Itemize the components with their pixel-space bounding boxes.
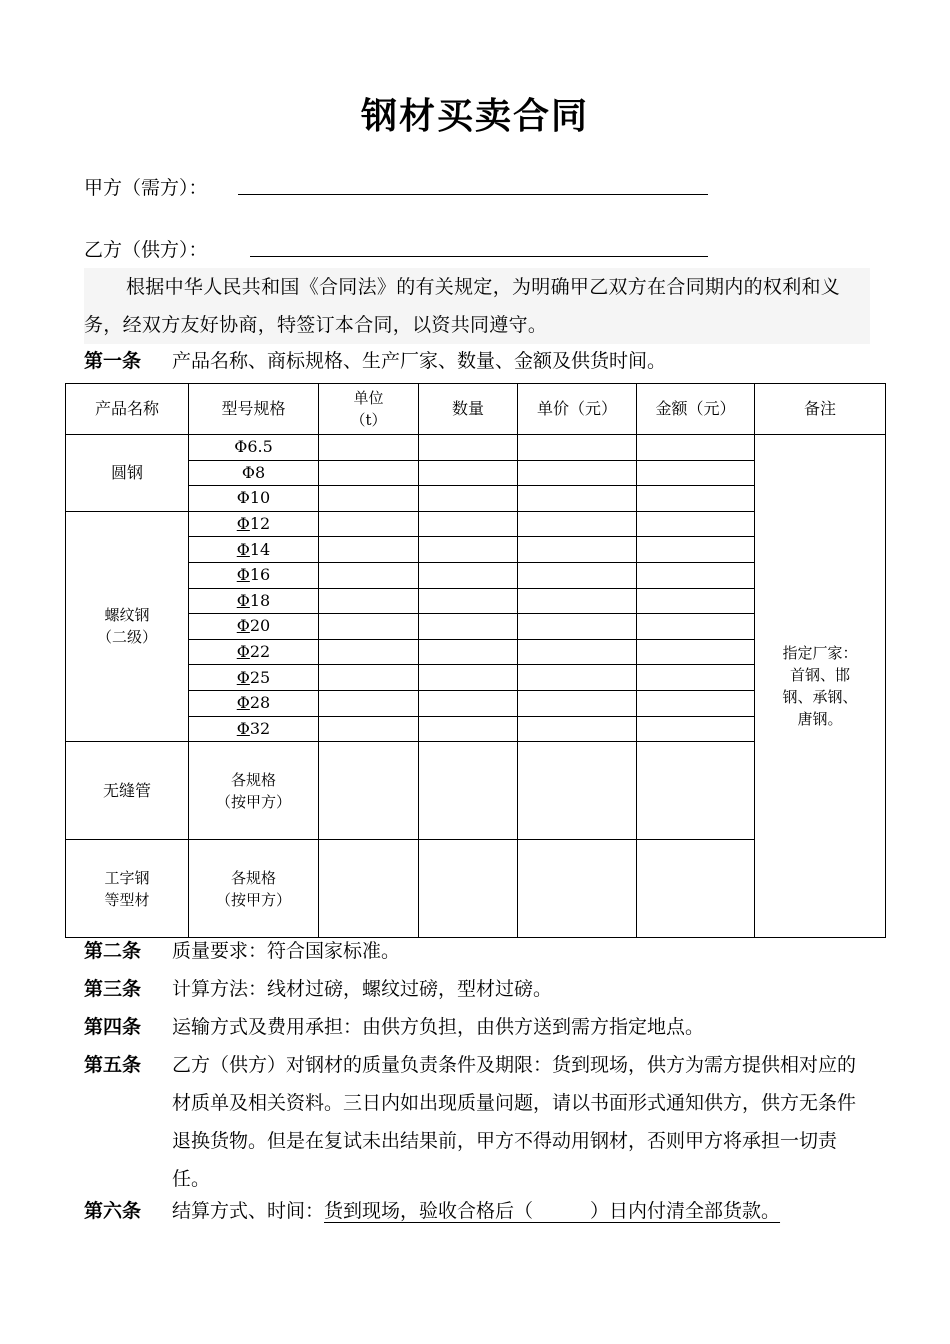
price-cell[interactable] xyxy=(518,562,637,588)
clause-2-label: 第二条 xyxy=(84,940,142,962)
clause-2 xyxy=(84,932,874,970)
price-cell[interactable] xyxy=(518,435,637,461)
qty-cell[interactable] xyxy=(419,716,518,742)
amount-cell[interactable] xyxy=(637,840,755,938)
header-quantity: 数量 xyxy=(419,384,518,435)
spec-number: 28 xyxy=(249,693,271,713)
header-unit-sub: （t） xyxy=(350,411,387,429)
clause-3 xyxy=(84,970,874,1008)
unit-cell[interactable] xyxy=(319,614,419,640)
ibeam-name: 工字钢 xyxy=(104,868,150,887)
qty-cell[interactable] xyxy=(419,511,518,537)
qty-cell[interactable] xyxy=(419,537,518,563)
header-unit-price: 单价（元） xyxy=(518,384,637,435)
header-note: 备注 xyxy=(755,384,886,435)
clause-4-text: 运输方式及费用承担：由供方负担，由供方送到需方指定地点。 xyxy=(172,1016,705,1038)
table-row xyxy=(66,435,886,461)
amount-cell[interactable] xyxy=(637,537,755,563)
header-unit-label: 单位 xyxy=(353,389,384,407)
unit-cell[interactable] xyxy=(319,716,419,742)
party-b-label: 乙方（供方）： xyxy=(84,239,208,261)
price-cell[interactable] xyxy=(518,742,637,840)
note-line: 指定厂家： xyxy=(782,644,858,663)
amount-cell[interactable] xyxy=(637,742,755,840)
product-table xyxy=(65,383,886,938)
intro-paragraph: 根据中华人民共和国《合同法》的有关规定，为明确甲乙双方在合同期内的权利和义务，经双方友好协商，特签订本合同，以资共同遵守。 xyxy=(84,268,870,344)
qty-cell[interactable] xyxy=(419,486,518,512)
qty-cell[interactable] xyxy=(419,460,518,486)
clause-4-label: 第四条 xyxy=(84,1016,142,1038)
qty-cell[interactable] xyxy=(419,614,518,640)
header-product-name: 产品名称 xyxy=(66,384,189,435)
qty-cell[interactable] xyxy=(419,742,518,840)
clause-3-text: 计算方法：线材过磅，螺纹过磅，型材过磅。 xyxy=(172,978,553,1000)
spec-cell: Φ8 xyxy=(189,460,319,486)
price-cell[interactable] xyxy=(518,665,637,691)
clause-5 xyxy=(84,1046,874,1198)
spec-cell xyxy=(189,562,319,588)
unit-cell[interactable] xyxy=(319,690,419,716)
unit-cell[interactable] xyxy=(319,840,419,938)
header-spec: 型号规格 xyxy=(189,384,319,435)
clause-6 xyxy=(84,1192,894,1230)
spec-number: 20 xyxy=(249,616,271,636)
phi-symbol: Φ xyxy=(236,565,250,585)
qty-cell[interactable] xyxy=(419,665,518,691)
note-line: 唐钢。 xyxy=(797,710,843,729)
qty-cell[interactable] xyxy=(419,639,518,665)
clause-5-text: 乙方（供方）对钢材的质量负责条件及期限：货到现场，供方为需方提供相对应的材质单及相关资料。三日内如出现质量问题，请以书面形式通知供方，供方无条件退换货物。但是在复试未出结果前，甲方不得动用钢材，否则甲方将承担一切责任。 xyxy=(172,1054,857,1190)
spec-number: 16 xyxy=(249,565,271,585)
clause-6-prefix: 结算方式、时间： xyxy=(172,1200,325,1222)
price-cell[interactable] xyxy=(518,588,637,614)
unit-cell[interactable] xyxy=(319,562,419,588)
clause-6-label: 第六条 xyxy=(84,1200,142,1222)
party-a-blank[interactable] xyxy=(238,194,708,195)
clause-1-text: 产品名称、商标规格、生产厂家、数量、金额及供货时间。 xyxy=(172,350,667,372)
amount-cell[interactable] xyxy=(637,562,755,588)
price-cell[interactable] xyxy=(518,614,637,640)
clause-2-text: 质量要求：符合国家标准。 xyxy=(172,940,401,962)
spec-cell xyxy=(189,537,319,563)
note-line: 首钢、邯 xyxy=(789,666,850,685)
amount-cell[interactable] xyxy=(637,614,755,640)
phi-symbol: Φ xyxy=(236,539,250,559)
spec-cell xyxy=(189,614,319,640)
qty-cell[interactable] xyxy=(419,588,518,614)
phi-symbol: Φ xyxy=(236,514,250,534)
price-cell[interactable] xyxy=(518,537,637,563)
amount-cell[interactable] xyxy=(637,639,755,665)
ibeam-name-sub: 等型材 xyxy=(104,890,150,909)
amount-cell[interactable] xyxy=(637,460,755,486)
clause-5-label: 第五条 xyxy=(84,1054,142,1076)
phi-symbol: Φ xyxy=(236,590,250,610)
note-line: 钢、承钢、 xyxy=(782,688,858,707)
amount-cell[interactable] xyxy=(637,716,755,742)
page-title: 钢材买卖合同 xyxy=(360,96,589,137)
spec-cell: Φ10 xyxy=(189,486,319,512)
spec-label: 各规格 xyxy=(230,868,276,887)
spec-cell xyxy=(189,716,319,742)
row-name-rebar xyxy=(66,511,189,741)
clause-4 xyxy=(84,1008,874,1046)
phi-symbol: Φ xyxy=(236,642,250,662)
spec-cell xyxy=(189,588,319,614)
spec-number: 12 xyxy=(249,514,271,534)
qty-cell[interactable] xyxy=(419,562,518,588)
clause-1 xyxy=(84,342,874,380)
clause-6-payment-term: 货到现场，验收合格后（ ）日内付清全部货款。 xyxy=(324,1200,781,1222)
price-cell[interactable] xyxy=(518,639,637,665)
row-name-round-steel: 圆钢 xyxy=(66,435,189,512)
phi-symbol: Φ xyxy=(236,718,250,738)
qty-cell[interactable] xyxy=(419,435,518,461)
phi-symbol: Φ xyxy=(236,616,250,636)
party-b-blank[interactable] xyxy=(250,256,708,257)
unit-cell[interactable] xyxy=(319,486,419,512)
clause-1-label: 第一条 xyxy=(84,350,142,372)
header-unit xyxy=(319,384,419,435)
spec-sub: （按甲方） xyxy=(215,890,291,909)
clause-6-body xyxy=(172,1192,894,1230)
price-cell[interactable] xyxy=(518,840,637,938)
note-cell xyxy=(755,435,886,938)
spec-number: 22 xyxy=(249,642,271,662)
row-name-seamless: 无缝管 xyxy=(66,742,189,840)
spec-label: 各规格 xyxy=(230,770,276,789)
unit-cell[interactable] xyxy=(319,588,419,614)
price-cell[interactable] xyxy=(518,690,637,716)
phi-symbol: Φ xyxy=(236,693,250,713)
amount-cell[interactable] xyxy=(637,665,755,691)
spec-cell xyxy=(189,511,319,537)
spec-cell xyxy=(189,665,319,691)
spec-number: 25 xyxy=(249,667,271,687)
price-cell[interactable] xyxy=(518,486,637,512)
spec-cell xyxy=(189,840,319,938)
amount-cell[interactable] xyxy=(637,588,755,614)
phi-symbol: Φ xyxy=(236,667,250,687)
rebar-grade: （二级） xyxy=(96,628,157,647)
header-amount: 金额（元） xyxy=(637,384,755,435)
qty-cell[interactable] xyxy=(419,690,518,716)
spec-sub: （按甲方） xyxy=(215,792,291,811)
unit-cell[interactable] xyxy=(319,435,419,461)
unit-cell[interactable] xyxy=(319,511,419,537)
unit-cell[interactable] xyxy=(319,665,419,691)
spec-cell xyxy=(189,639,319,665)
price-cell[interactable] xyxy=(518,511,637,537)
price-cell[interactable] xyxy=(518,716,637,742)
qty-cell[interactable] xyxy=(419,840,518,938)
clause-3-label: 第三条 xyxy=(84,978,142,1000)
amount-cell[interactable] xyxy=(637,690,755,716)
unit-cell[interactable] xyxy=(319,742,419,840)
amount-cell[interactable] xyxy=(637,435,755,461)
amount-cell[interactable] xyxy=(637,486,755,512)
unit-cell[interactable] xyxy=(319,639,419,665)
table-header-row xyxy=(66,384,886,435)
spec-number: 18 xyxy=(249,590,271,610)
party-a-label: 甲方（需方）： xyxy=(84,177,208,199)
rebar-name: 螺纹钢 xyxy=(104,606,150,625)
price-cell[interactable] xyxy=(518,460,637,486)
row-name-ibeam xyxy=(66,840,189,938)
spec-cell xyxy=(189,690,319,716)
spec-cell xyxy=(189,742,319,840)
unit-cell[interactable] xyxy=(319,460,419,486)
spec-number: 32 xyxy=(249,718,271,738)
unit-cell[interactable] xyxy=(319,537,419,563)
amount-cell[interactable] xyxy=(637,511,755,537)
spec-number: 14 xyxy=(249,539,271,559)
spec-cell: Φ6.5 xyxy=(189,435,319,461)
